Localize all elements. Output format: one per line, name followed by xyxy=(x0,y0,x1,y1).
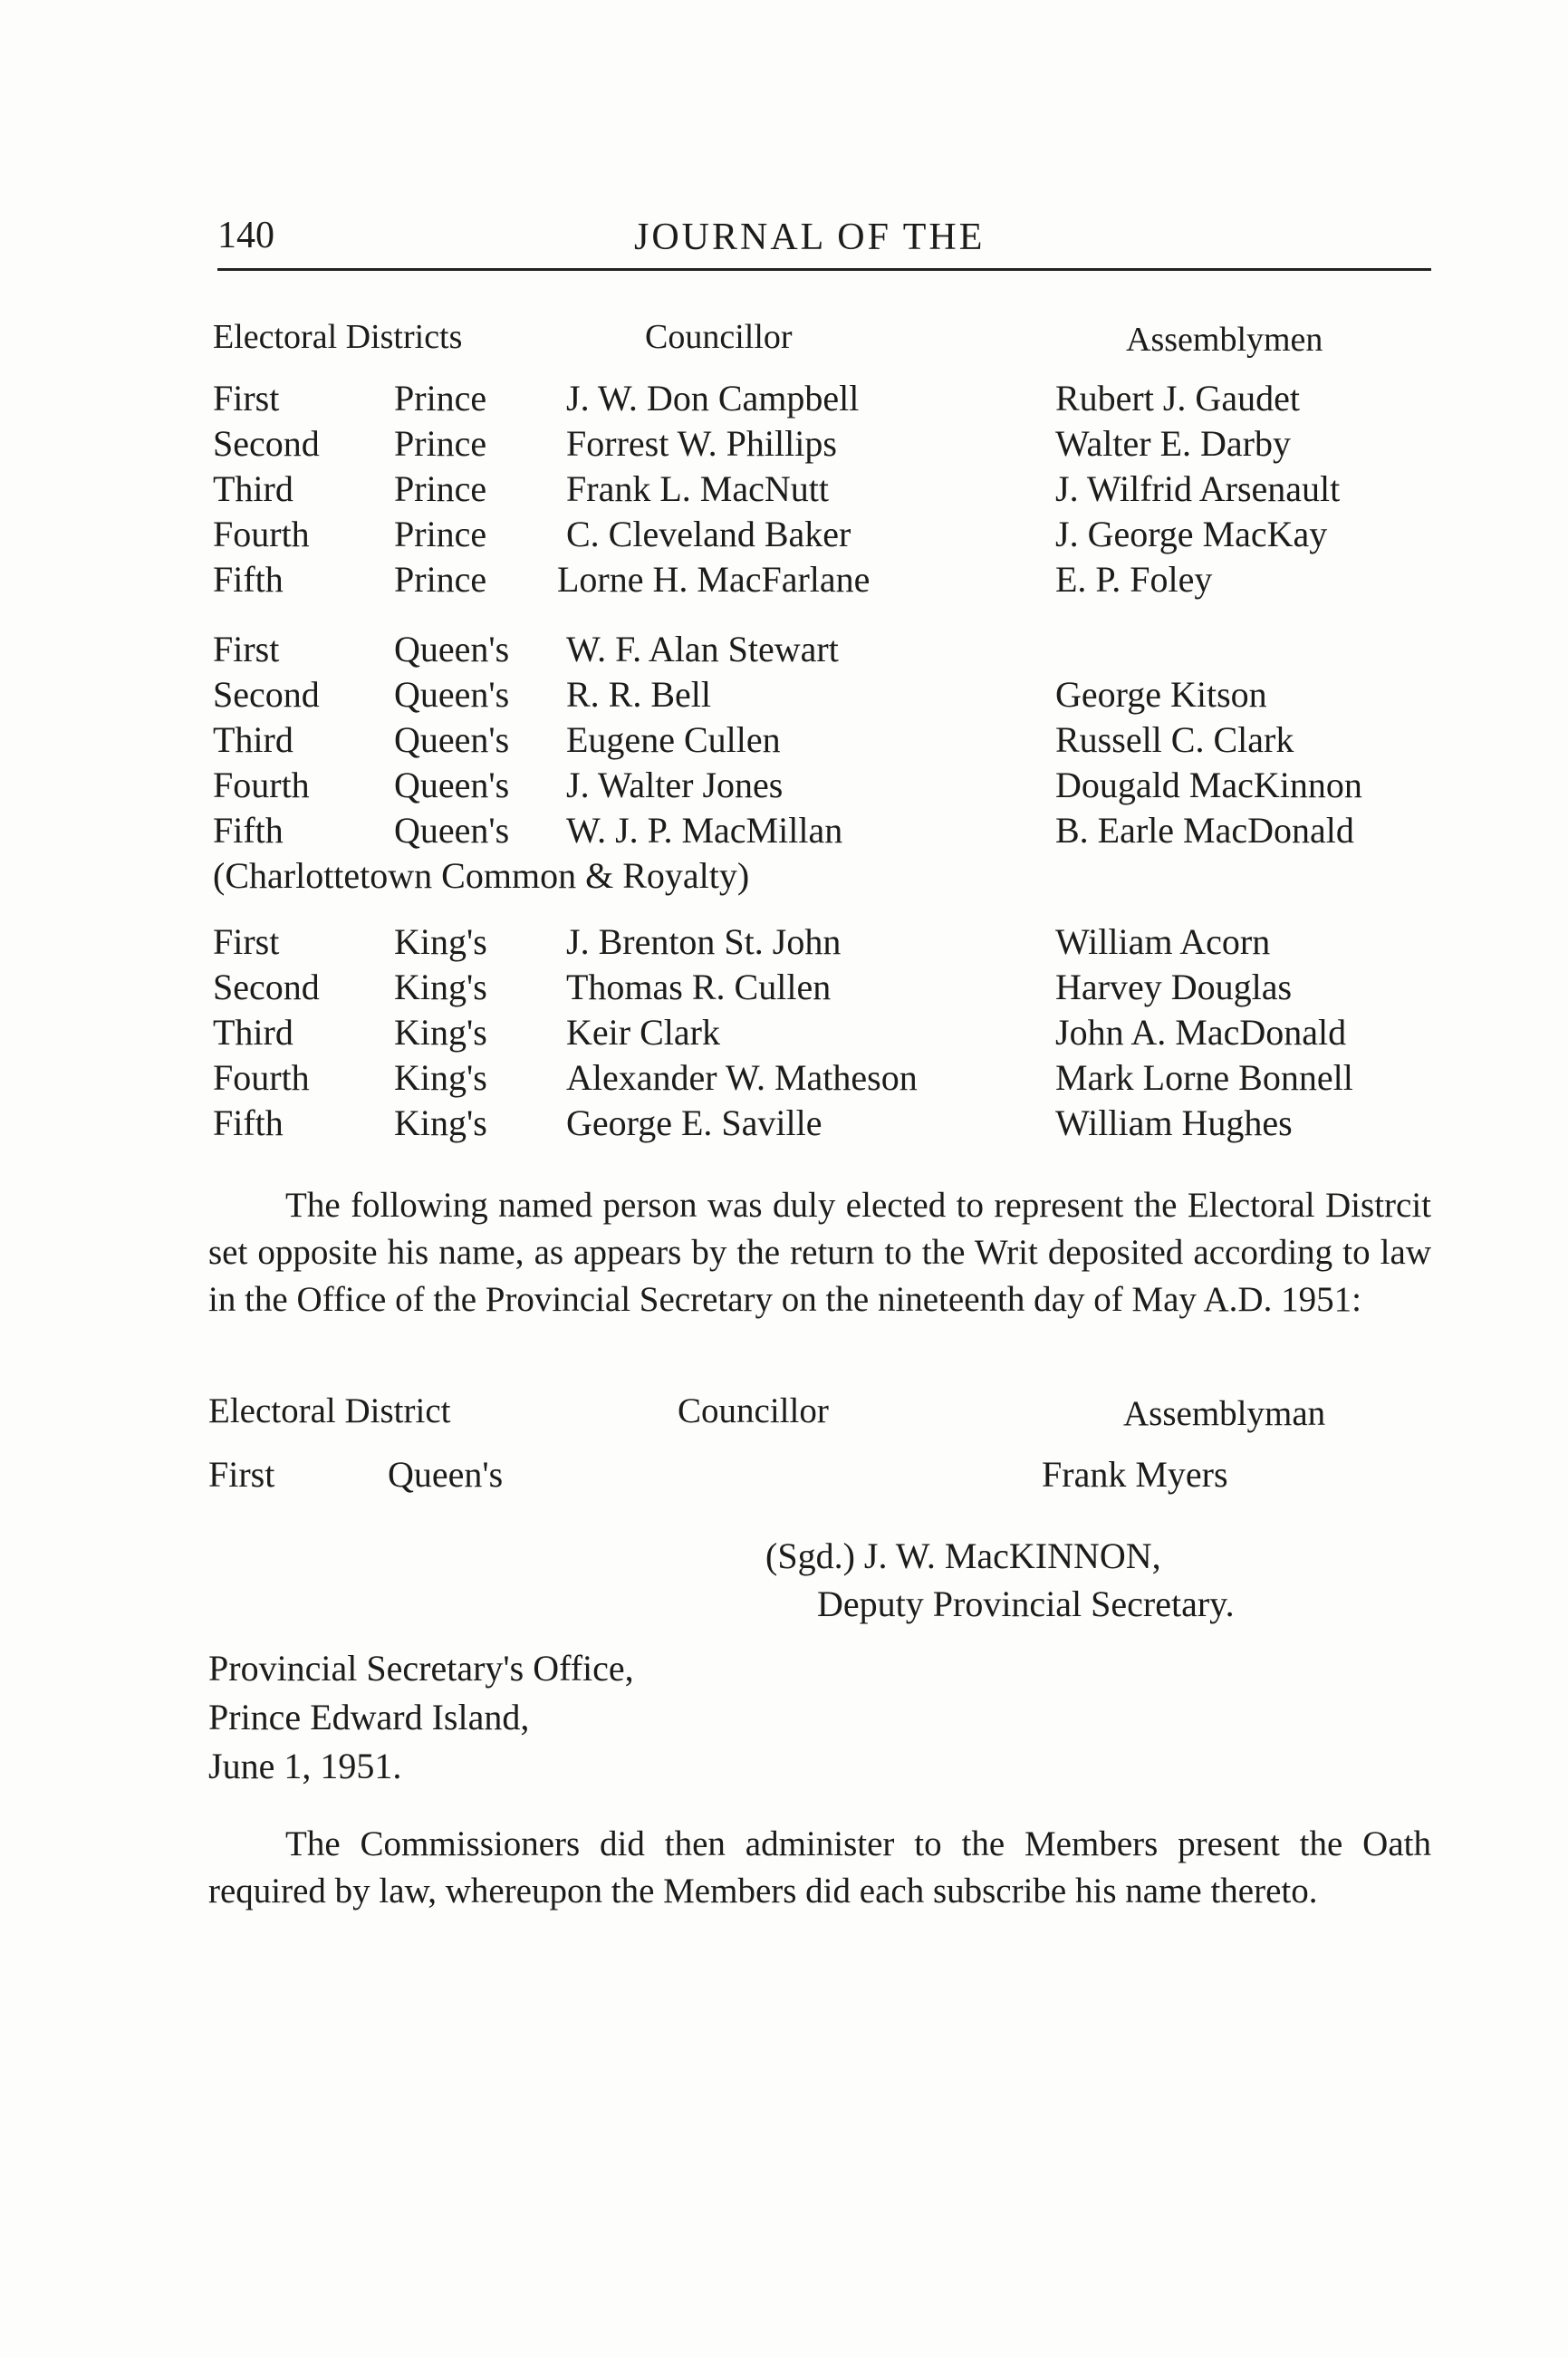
councillor-name: C. Cleveland Baker xyxy=(566,514,851,554)
queens-county-group xyxy=(213,627,1445,899)
table-row xyxy=(213,965,1445,1010)
table-row xyxy=(213,1010,1445,1055)
page-header xyxy=(217,214,1431,268)
councillor-name: Thomas R. Cullen xyxy=(566,967,832,1007)
county-name: Queen's xyxy=(388,1454,504,1495)
county-name: Prince xyxy=(394,378,487,419)
county-name: Queen's xyxy=(394,810,510,851)
district-ordinal: Fifth xyxy=(213,1102,284,1143)
address-date: June 1, 1951. xyxy=(208,1746,402,1786)
prince-county-group xyxy=(213,376,1445,602)
oath-paragraph: The Commissioners did then administer to the Members present the Oath required by law, whereupon the Members did each subscribe his name thereto. xyxy=(208,1824,1431,1910)
councillor-name: Lorne H. MacFarlane xyxy=(557,559,871,600)
queens-note: (Charlottetown Common & Royalty) xyxy=(213,855,750,896)
councillor-name: Alexander W. Matheson xyxy=(566,1057,918,1098)
assemblyman-name: Mark Lorne Bonnell xyxy=(1055,1057,1353,1098)
election-paragraph: The following named person was duly elected to represent the Electoral Distrcit set opposite his name, as appears by the return to the Writ deposited according to law in the Office of the Provincial Secretary on the nineteenth day of May A.D. 1951: xyxy=(208,1186,1431,1319)
office-address xyxy=(208,1644,634,1791)
district-ordinal: Fifth xyxy=(213,559,284,600)
header-assemblyman: Assemblyman xyxy=(1123,1394,1326,1433)
district-ordinal: First xyxy=(213,921,280,962)
table-row xyxy=(213,421,1445,467)
county-name: Prince xyxy=(394,514,487,554)
county-name: King's xyxy=(394,1102,487,1143)
assemblyman-name: Harvey Douglas xyxy=(1055,967,1293,1007)
header-rule xyxy=(217,268,1431,271)
district-ordinal: Fourth xyxy=(213,514,310,554)
councillor-name: W. J. P. MacMillan xyxy=(566,810,843,851)
table-row xyxy=(213,376,1445,421)
county-name: Prince xyxy=(394,559,487,600)
district-ordinal: Fourth xyxy=(213,1057,310,1098)
councillor-name: Eugene Cullen xyxy=(566,719,781,760)
councillor-name: Keir Clark xyxy=(566,1012,720,1053)
assemblyman-name: J. Wilfrid Arsenault xyxy=(1055,468,1341,509)
header-councillor-2: Councillor xyxy=(678,1391,829,1430)
address-line: Prince Edward Island, xyxy=(208,1697,530,1737)
district-ordinal: Third xyxy=(213,468,293,509)
assemblyman-name: Walter E. Darby xyxy=(1055,423,1291,464)
county-name: King's xyxy=(394,1057,487,1098)
table-row xyxy=(208,1452,1440,1497)
header-electoral-district: Electoral District xyxy=(208,1391,451,1430)
county-name: King's xyxy=(394,967,487,1007)
assemblyman-name: J. George MacKay xyxy=(1055,514,1328,554)
county-name: Prince xyxy=(394,423,487,464)
district-ordinal: First xyxy=(213,629,280,669)
header-electoral-districts: Electoral Districts xyxy=(213,318,463,356)
table-row xyxy=(213,512,1445,557)
table-row xyxy=(213,1055,1445,1101)
county-name: Prince xyxy=(394,468,487,509)
table-row xyxy=(213,808,1445,853)
assemblyman-name: E. P. Foley xyxy=(1055,559,1213,600)
district-ordinal: Second xyxy=(213,674,320,715)
table-row xyxy=(213,557,1445,602)
header-assemblymen: Assemblymen xyxy=(1126,321,1323,359)
councillor-name: Frank L. MacNutt xyxy=(566,468,829,509)
assemblyman-name: Frank Myers xyxy=(1042,1454,1228,1495)
running-title: JOURNAL OF THE xyxy=(634,217,986,258)
by-election-row-group xyxy=(208,1452,1440,1497)
councillor-name: W. F. Alan Stewart xyxy=(566,629,839,669)
district-ordinal: First xyxy=(213,378,280,419)
district-ordinal: Second xyxy=(213,967,320,1007)
councillor-name: J. W. Don Campbell xyxy=(566,378,860,419)
kings-county-group xyxy=(213,919,1445,1146)
district-ordinal: Third xyxy=(213,719,293,760)
table-row xyxy=(213,763,1445,808)
table-row xyxy=(213,467,1445,512)
assemblyman-name: William Acorn xyxy=(1055,921,1271,962)
assemblyman-name: John A. MacDonald xyxy=(1055,1012,1347,1053)
district-ordinal: Fifth xyxy=(213,810,284,851)
table-row xyxy=(213,717,1445,763)
table-row xyxy=(213,919,1445,965)
page-number: 140 xyxy=(217,215,274,256)
assemblyman-name: William Hughes xyxy=(1055,1102,1293,1143)
header-councillor: Councillor xyxy=(645,318,793,356)
assemblyman-name: Rubert J. Gaudet xyxy=(1055,378,1300,419)
councillor-name: Forrest W. Phillips xyxy=(566,423,837,464)
signature-title: Deputy Provincial Secretary. xyxy=(817,1583,1235,1624)
county-name: King's xyxy=(394,1012,487,1053)
county-name: King's xyxy=(394,921,487,962)
county-name: Queen's xyxy=(394,674,510,715)
assemblyman-name: George Kitson xyxy=(1055,674,1267,715)
district-ordinal: First xyxy=(208,1454,275,1495)
councillor-name: J. Brenton St. John xyxy=(566,921,842,962)
table-row xyxy=(213,672,1445,717)
assemblyman-name: B. Earle MacDonald xyxy=(1055,810,1354,851)
table-row xyxy=(213,1101,1445,1146)
councillor-name: George E. Saville xyxy=(566,1102,822,1143)
councillor-name: J. Walter Jones xyxy=(566,765,784,805)
assemblyman-name: Russell C. Clark xyxy=(1055,719,1294,760)
assemblyman-name: Dougald MacKinnon xyxy=(1055,765,1362,805)
table-row xyxy=(213,627,1445,672)
district-ordinal: Second xyxy=(213,423,320,464)
address-line: Provincial Secretary's Office, xyxy=(208,1648,634,1689)
district-ordinal: Fourth xyxy=(213,765,310,805)
councillor-name: R. R. Bell xyxy=(566,674,712,715)
district-ordinal: Third xyxy=(213,1012,293,1053)
county-name: Queen's xyxy=(394,765,510,805)
county-name: Queen's xyxy=(394,719,510,760)
signature-name: (Sgd.) J. W. MacKINNON, xyxy=(765,1535,1161,1576)
county-name: Queen's xyxy=(394,629,510,669)
